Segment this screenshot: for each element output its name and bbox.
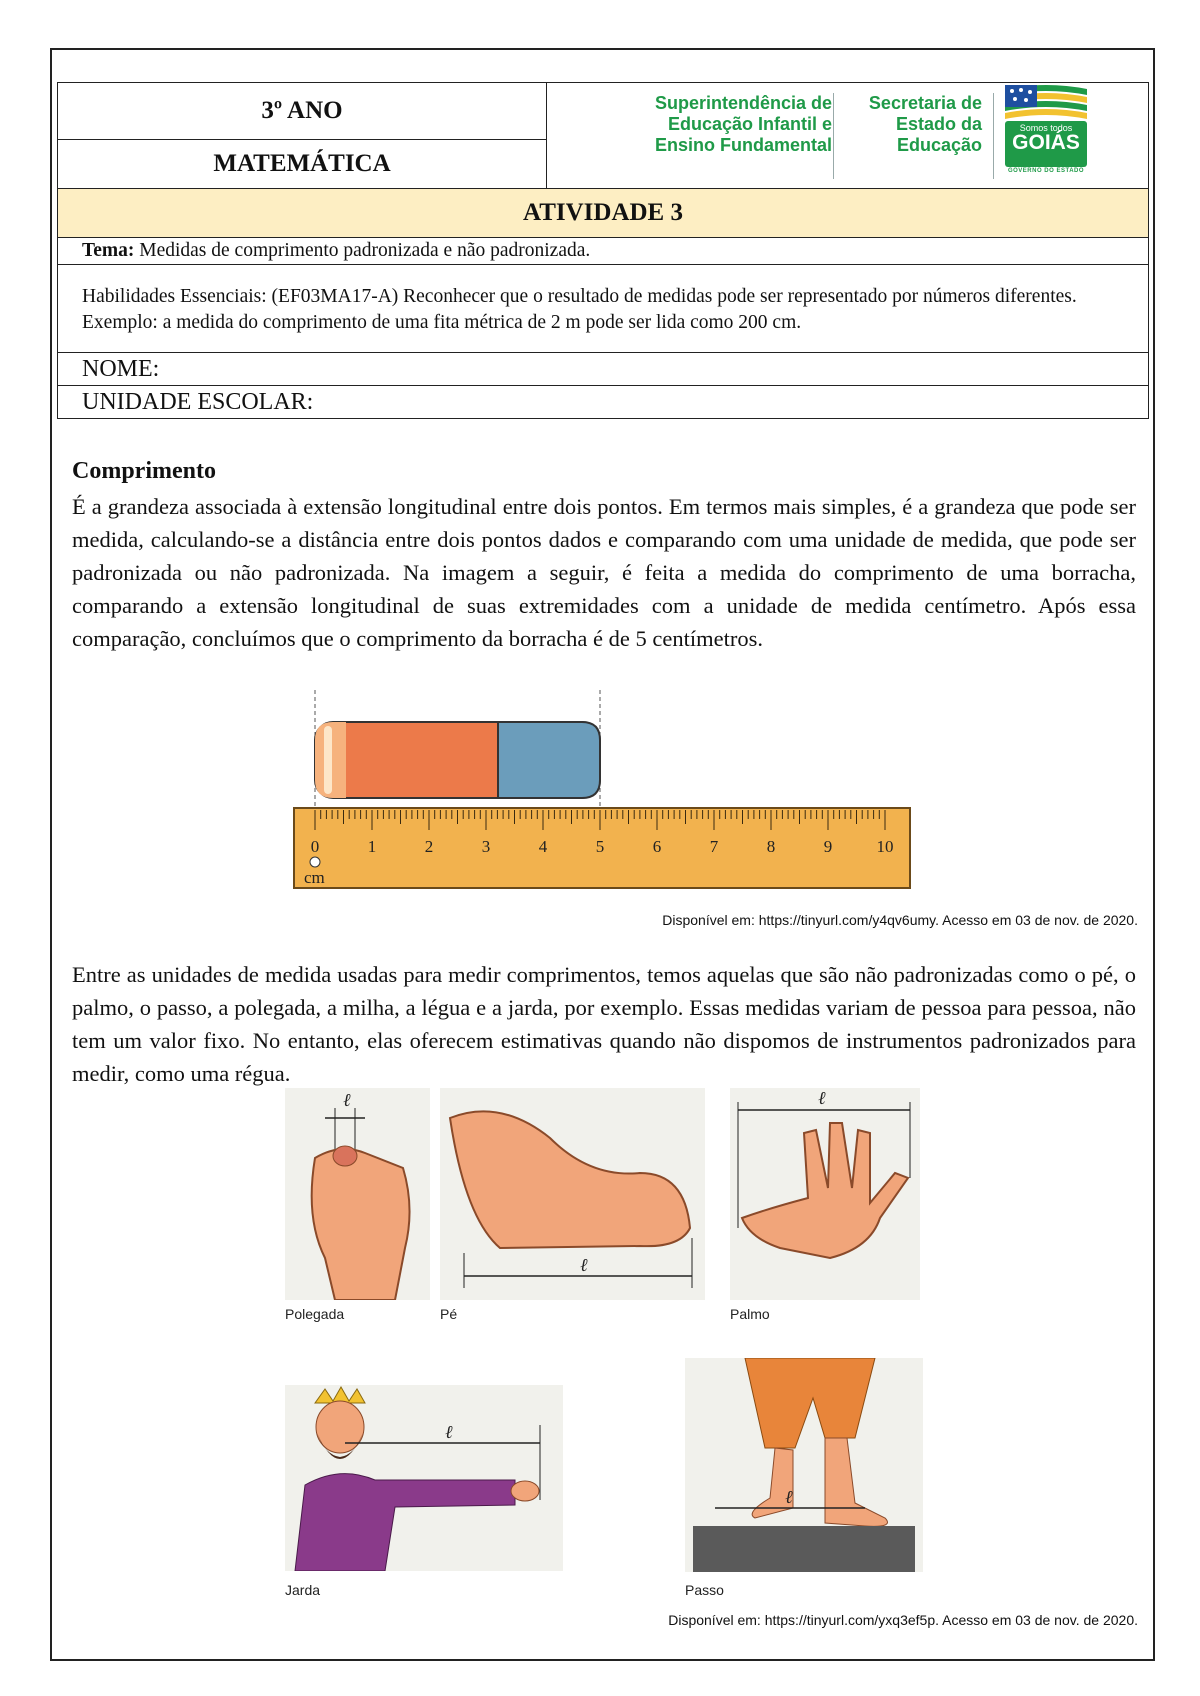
label-palmo: Palmo — [730, 1306, 770, 1322]
polegada-illustration — [285, 1088, 430, 1300]
ruler-number: 2 — [424, 837, 434, 856]
year-cell: 3º ANO — [58, 83, 547, 140]
label-polegada: Polegada — [285, 1306, 345, 1322]
length-symbol: ℓ — [343, 1090, 351, 1110]
palmo-illustration — [730, 1088, 920, 1300]
logo-line: Educação Infantil e — [667, 114, 832, 134]
length-symbol: ℓ — [445, 1422, 453, 1442]
header-table — [57, 82, 1149, 422]
eraser-ruler-figure — [290, 690, 920, 905]
activity-title: ATIVIDADE 3 — [58, 189, 1149, 238]
jarda-illustration — [285, 1385, 563, 1571]
logo-secretaria — [847, 93, 982, 156]
logo-superintendencia — [597, 93, 832, 156]
ruler-number: 5 — [595, 837, 605, 856]
habilidades-row: Habilidades Essenciais: (EF03MA17-A) Reconhecer que o resultado de medidas pode ser representado por números diferentes. Exemplo: a medida do comprimento de uma fita métrica de 2 m pode ser lida como 200 cm. — [58, 265, 1149, 353]
school-unit-field[interactable]: UNIDADE ESCOLAR: — [58, 386, 1149, 419]
tema-text: Medidas de comprimento padronizada e não padronizada. — [134, 240, 591, 261]
logos-cell — [547, 83, 1149, 189]
caption-1: Disponível em: https://tinyurl.com/y4qv6umy. Acesso em 03 de nov. de 2020. — [662, 912, 1138, 928]
subject-cell: MATEMÁTICA — [58, 140, 547, 189]
ruler-unit: cm — [304, 868, 325, 887]
logo-line: Superintendência de — [654, 93, 832, 113]
caption-2: Disponível em: https://tinyurl.com/yxq3ef5p. Acesso em 03 de nov. de 2020. — [668, 1612, 1138, 1628]
goias-logo — [1005, 85, 1087, 177]
length-symbol: ℓ — [785, 1487, 793, 1507]
eraser — [315, 722, 600, 798]
ruler-number: 7 — [709, 837, 719, 856]
passo-illustration — [685, 1358, 923, 1572]
logo-line: Ensino Fundamental — [654, 135, 832, 155]
tema-label: Tema: — [82, 240, 135, 261]
tema-row — [58, 238, 1149, 265]
paragraph-2: Entre as unidades de medida usadas para medir comprimentos, temos aquelas que são não padronizadas como o pé, o palmo, o passo, a polegada, a milha, a légua e a jarda, por exemplo. Essas medidas variam de pessoa para pessoa, não tem um valor fixo. No entanto, elas oferecem estimativas quando não dispomos de instrumentos padronizados para medir, como uma régua. — [72, 962, 1136, 1086]
paragraph-1: É a grandeza associada à extensão longitudinal entre dois pontos. Em termos mais simples, é a grandeza que pode ser medida, calculando-se a distância entre dois pontos dados e comparando com uma unidade de medida, que pode ser padronizada ou não padronizada. Na imagem a seguir, é feita a medida do comprimento de uma borracha, comparando a extensão longitudinal de suas extremidades com a unidade de medida centímetro. Após essa comparação, concluímos que o comprimento da borracha é de 5 centímetros. — [72, 494, 1136, 651]
ruler-number: 8 — [766, 837, 776, 856]
ruler-number: 9 — [823, 837, 833, 856]
label-passo: Passo — [685, 1582, 724, 1598]
ruler-number: 3 — [481, 837, 491, 856]
label-pe: Pé — [440, 1306, 458, 1322]
ruler-number: 6 — [652, 837, 662, 856]
ruler-number: 1 — [367, 837, 377, 856]
goias-tagline: Somos todos — [1019, 123, 1073, 133]
name-field[interactable]: NOME: — [58, 353, 1149, 386]
length-symbol: ℓ — [818, 1088, 826, 1108]
section-title: Comprimento — [72, 458, 216, 484]
label-jarda: Jarda — [285, 1582, 321, 1598]
length-symbol: ℓ — [580, 1255, 588, 1275]
ruler — [294, 808, 910, 888]
logo-line: Estado da — [895, 114, 982, 134]
goias-gov-text: GOVERNO DO ESTADO — [1007, 168, 1085, 174]
ruler-number: 10 — [876, 837, 894, 856]
ruler-number: 0 — [310, 837, 320, 856]
logo-line: Educação — [896, 135, 982, 155]
zero-marker-icon — [310, 857, 320, 867]
goias-wordmark: GOIÁS — [1012, 131, 1080, 154]
logo-line: Secretaria de — [868, 93, 982, 113]
logo-divider — [833, 93, 834, 179]
pe-illustration — [440, 1088, 705, 1300]
logo-divider — [993, 93, 994, 179]
ruler-number: 4 — [538, 837, 548, 856]
